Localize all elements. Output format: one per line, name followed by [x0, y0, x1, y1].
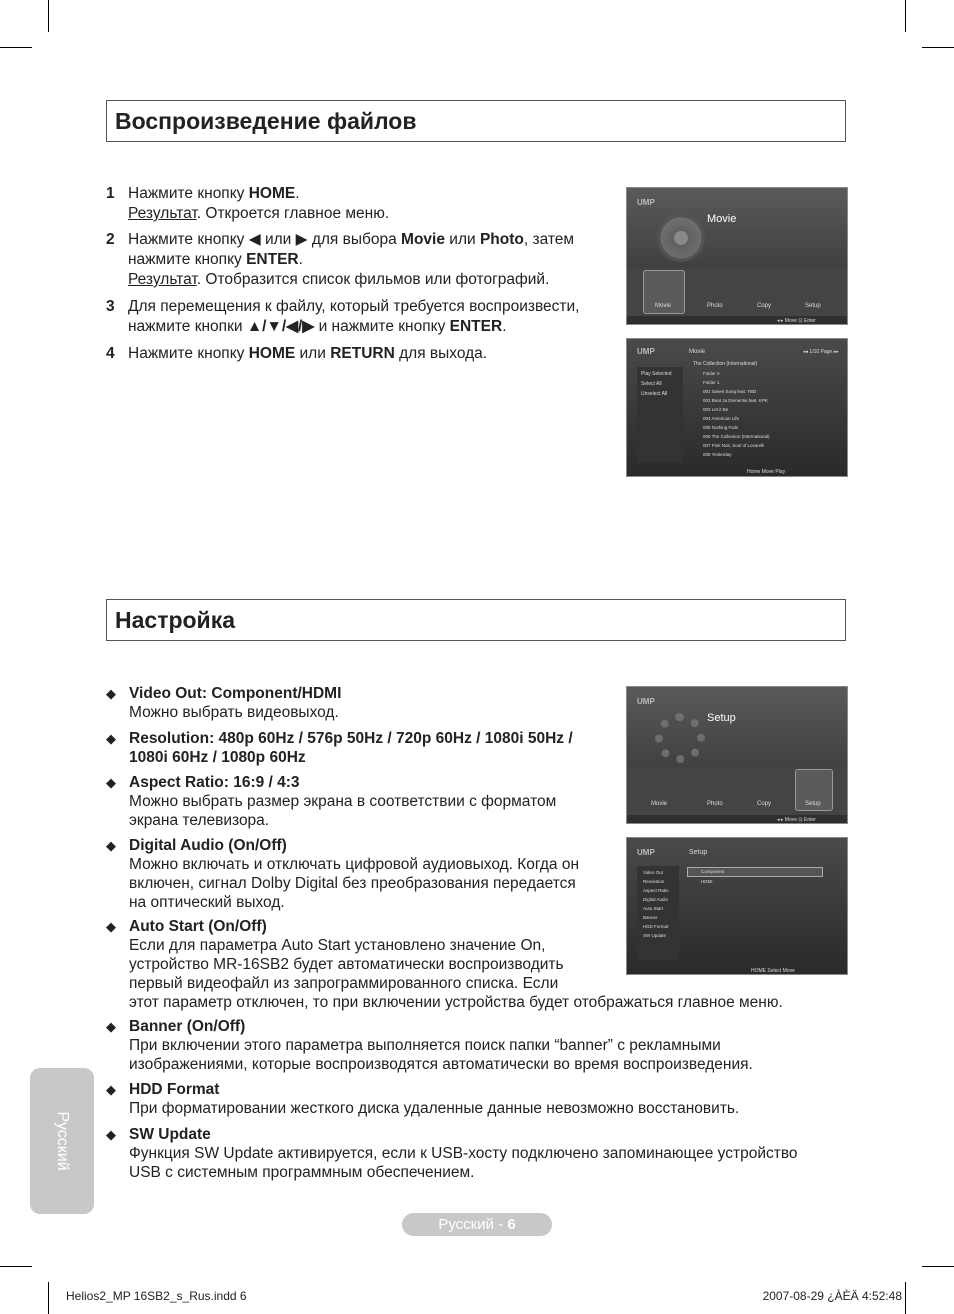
brand-logo: UMP	[637, 848, 655, 857]
section-header-setup	[106, 599, 846, 641]
brand-logo: UMP	[637, 697, 655, 706]
diamond-bullet-icon: ◆	[106, 1127, 116, 1142]
setting-sw-update: ◆ SW Update Функция SW Update активируется, если к USB-хосту подключено запоминающее устройство USB с системным программным обеспечением.	[106, 1126, 798, 1181]
step-2: 2 Нажмите кнопку ◀ или ▶ для выбора Movie или Photo, затем нажмите кнопку ENTER. Результат. Отобразится список фильмов или фотографий.	[106, 231, 575, 288]
side-option[interactable]: Unselect All	[641, 391, 668, 397]
diamond-bullet-icon: ◆	[106, 919, 116, 934]
section-title: Настройка	[115, 607, 235, 633]
screen-title: Movie	[689, 349, 706, 355]
diamond-bullet-icon: ◆	[106, 775, 116, 790]
section-header-playback	[106, 100, 846, 142]
screenshot-movie-list	[626, 338, 848, 477]
hint-bar: ◂ ▸ Move ⊡ Enter	[777, 318, 816, 324]
crop-mark	[48, 0, 49, 32]
gear-icon	[655, 713, 705, 763]
setting-hdd-format: ◆ HDD Format При форматировании жесткого диска удаленные данные невозможно восстановить.	[106, 1081, 740, 1117]
setting-video-out: ◆ Video Out: Component/HDMI Можно выбрать видеовыход.	[106, 685, 342, 721]
menu-label: Movie	[655, 303, 672, 309]
setup-option[interactable]: Video Out	[643, 870, 663, 875]
crop-mark	[905, 1282, 906, 1314]
diamond-bullet-icon: ◆	[106, 838, 116, 853]
setup-option[interactable]: SW Update	[643, 933, 667, 938]
file-row[interactable]: 008 Yesterday	[703, 452, 732, 457]
file-row[interactable]: Folder 1	[703, 380, 720, 385]
file-row[interactable]: Folder 0	[703, 371, 720, 376]
footer-file-info: Helios2_MP 16SB2_s_Rus.indd 6	[66, 1289, 247, 1303]
language-side-tab: Русский	[30, 1068, 94, 1214]
side-option[interactable]: Select All	[641, 381, 662, 387]
step-1: 1 Нажмите кнопку HOME. Результат. Откроется главное меню.	[106, 185, 390, 222]
screenshot-home-movie	[626, 187, 848, 325]
menu-label: Copy	[757, 801, 772, 807]
setting-aspect-ratio: ◆ Aspect Ratio: 16:9 / 4:3 Можно выбрать размер экрана в соответствии с форматом экрана телевизора.	[106, 774, 557, 829]
setup-option[interactable]: Aspect Ratio	[643, 888, 669, 893]
crop-mark	[905, 0, 906, 32]
brand-logo: UMP	[637, 347, 655, 356]
menu-label: Setup	[805, 303, 821, 309]
side-option[interactable]: Play Selected	[641, 371, 672, 377]
diamond-bullet-icon: ◆	[106, 731, 116, 746]
crop-mark	[48, 1282, 49, 1314]
folder-path: The Collection (International)	[693, 361, 758, 367]
crop-mark	[922, 1266, 954, 1267]
setup-option[interactable]: Auto Start	[643, 906, 664, 911]
step-4: 4 Нажмите кнопку HOME или RETURN для выхода.	[106, 345, 488, 362]
file-row[interactable]: 006 The Collection (International)	[703, 434, 770, 439]
menu-label: Setup	[805, 801, 821, 807]
screenshot-setup-menu	[626, 837, 848, 975]
menu-label: Movie	[651, 801, 668, 807]
diamond-bullet-icon: ◆	[106, 1019, 116, 1034]
diamond-bullet-icon: ◆	[106, 1082, 116, 1097]
film-reel-icon	[657, 214, 705, 262]
section-title: Воспроизведение файлов	[115, 108, 417, 134]
hint-bar: ◂ ▸ Move ⊡ Enter	[777, 817, 816, 823]
screen-title: Setup	[689, 849, 708, 856]
menu-label: Photo	[707, 801, 723, 807]
step-3: 3 Для перемещения к файлу, который требуется воспроизвести, нажмите кнопки ▲/▼/◀/▶ и нажмите кнопку ENTER.	[106, 298, 580, 335]
setup-option[interactable]: HDD Format	[643, 924, 669, 929]
page-indicator: ◂◂ 1/10 Page ▸▸	[803, 349, 839, 355]
crop-mark	[0, 47, 32, 48]
file-row[interactable]: 003 Let it Be	[703, 407, 729, 412]
menu-label: Photo	[707, 303, 723, 309]
brand-logo: UMP	[637, 198, 655, 207]
screen-title: Setup	[707, 712, 736, 724]
footer-timestamp: 2007-08-29 ¿ÀÈÄ 4:52:48	[762, 1289, 902, 1303]
screen-title: Movie	[707, 213, 737, 225]
setting-banner: ◆ Banner (On/Off) При включении этого параметра выполняется поиск папки “banner” с рекламными изображениями, которые воспроизводятся автоматически во время воспроизведения.	[106, 1018, 753, 1073]
setup-option[interactable]: Banner	[643, 915, 658, 920]
setup-option[interactable]: Digital Audio	[643, 897, 669, 902]
video-out-option[interactable]: Component	[701, 869, 725, 874]
setting-digital-audio: ◆ Digital Audio (On/Off) Можно включать и отключать цифровой аудиовыход. Когда он включен, сигнал Dolby Digital без преобразования передается на оптический выход.	[106, 837, 580, 911]
hint-bar: HOME Select Move	[751, 968, 795, 974]
diamond-bullet-icon: ◆	[106, 686, 116, 701]
menu-label: Copy	[757, 303, 772, 309]
crop-mark	[922, 47, 954, 48]
file-row[interactable]: 001 Sweet Song feat. TBD	[703, 389, 757, 394]
file-row[interactable]: 007 Pink Noir, Soul of Lovarelli	[703, 443, 765, 448]
screenshot-home-setup	[626, 686, 848, 824]
file-row[interactable]: 004 American Life	[703, 416, 740, 421]
setup-option[interactable]: Resolution	[643, 879, 665, 884]
page-number: Русский - 6	[402, 1213, 552, 1236]
setting-auto-start: ◆ Auto Start (On/Off) Если для параметра Auto Start установлено значение On, устройство MR-16SB2 будет автоматически воспроизводить первый видеофайл из запрограммированного списка. Если этот параметр отключен, то при включении устройства будет отображаться главное меню.	[106, 918, 783, 1011]
file-row[interactable]: 002 Beat Ja Dementia feat. KPK	[703, 398, 768, 403]
crop-mark	[0, 1266, 32, 1267]
hint-bar: Home Move Play	[747, 469, 786, 475]
video-out-option[interactable]: HDMI	[701, 879, 713, 884]
setting-resolution: ◆ Resolution: 480p 60Hz / 576p 50Hz / 720p 60Hz / 1080i 50Hz / 1080i 60Hz / 1080p 60Hz	[106, 730, 573, 766]
file-row[interactable]: 005 Nothing Fails	[703, 425, 739, 430]
